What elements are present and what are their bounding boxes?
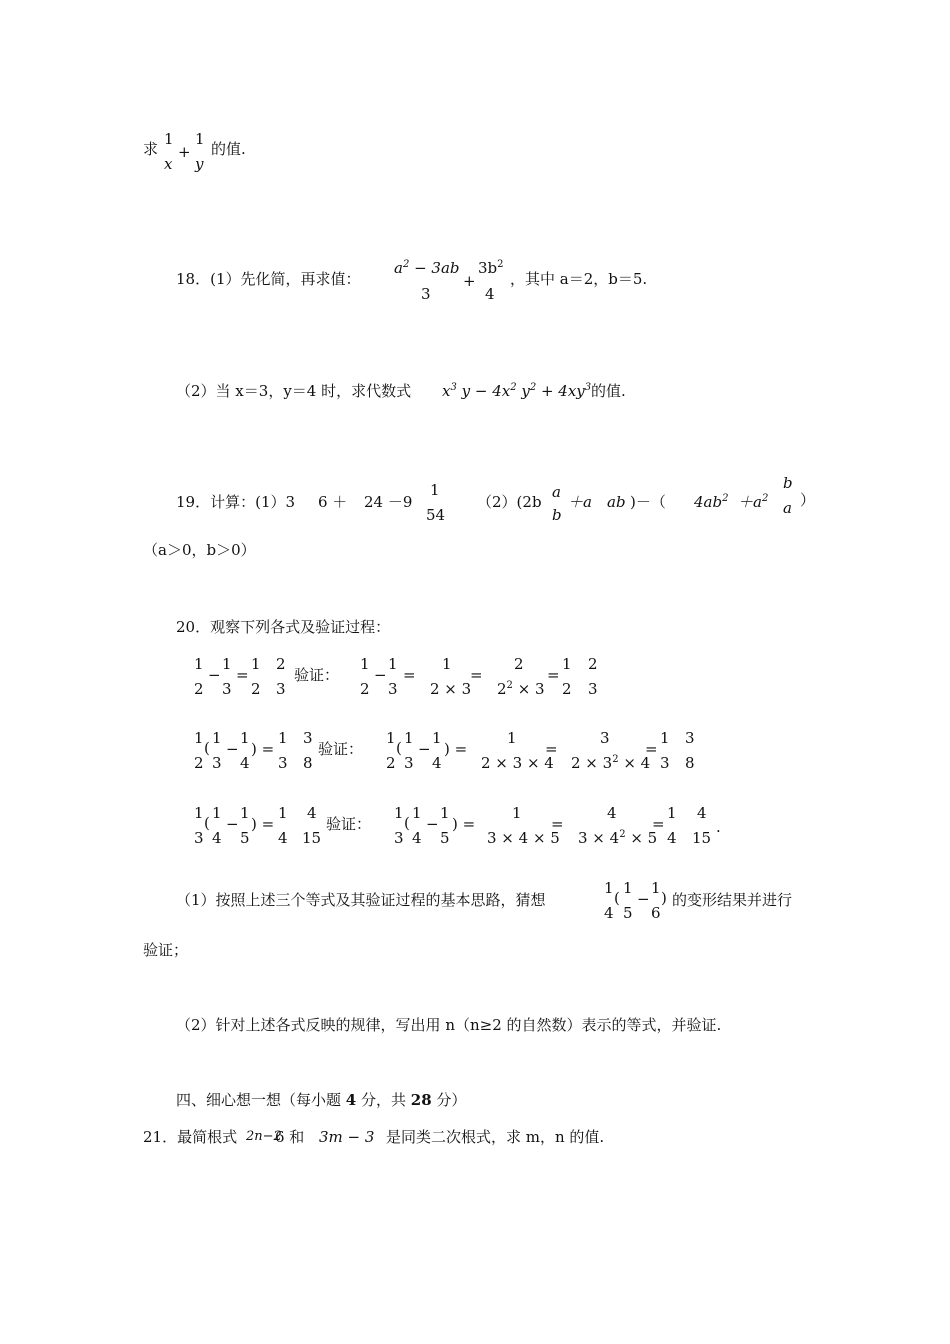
frac-denominator: 2 <box>194 680 204 698</box>
frac-denominator: 2 <box>360 680 370 698</box>
q18-part2-expr: $x^3$ $y - 4x^2$ $y^2 + 4xy^3$ <box>442 382 592 400</box>
q19-close: ） <box>800 491 816 509</box>
frac-denominator: 2 <box>251 680 261 698</box>
paren-close-eq: ) = <box>444 740 468 758</box>
frac-denominator: 2 <box>386 754 396 772</box>
q21-pre: 21．最简根式 <box>143 1128 238 1146</box>
paren-open: ( <box>396 739 402 757</box>
frac-numerator: 1 <box>651 879 661 897</box>
q18-condition: ，其中 a＝2，b＝5. <box>510 270 648 288</box>
frac-denominator: 4 <box>212 829 222 847</box>
q19-ab: ab <box>607 493 626 511</box>
q18-den1: 3 <box>421 285 431 303</box>
frac-denominator: 3 <box>194 829 204 847</box>
frac-denominator: $2 \times 3^2 \times 4$ <box>571 754 651 772</box>
minus-sign: − <box>426 815 439 833</box>
frac-numerator: 1 <box>604 879 614 897</box>
frac-denominator: 3 <box>276 680 286 698</box>
frac-numerator: 1 <box>412 804 422 822</box>
q19-term2: 24 －9 <box>364 493 413 511</box>
frac-denominator: 8 <box>685 754 695 772</box>
paren-open: ( <box>204 739 210 757</box>
equals-sign: = <box>470 666 483 684</box>
q18-part2-tail: 的值. <box>591 382 626 400</box>
frac-denominator: 3 <box>394 829 404 847</box>
frac-numerator: 1 <box>194 804 204 822</box>
frac-numerator: 1 <box>360 655 370 673</box>
paren-open: ( <box>404 814 410 832</box>
q21-exponent: 2n−2 <box>246 1129 282 1144</box>
section-4-header: 四、细心想一想（每小题 4 分，共 28 分） <box>176 1091 467 1109</box>
frac-denominator: 5 <box>240 829 250 847</box>
minus-sign: − <box>418 740 431 758</box>
q18-part1-label: 18．(1）先化简，再求值： <box>176 270 361 288</box>
frac-denominator: 3 × 4 × 5 <box>487 829 560 847</box>
frac-numerator: 1 <box>404 729 414 747</box>
frac-numerator: 1 <box>562 655 572 673</box>
equals-sign: = <box>545 740 558 758</box>
minus-sign: − <box>226 740 239 758</box>
period: . <box>716 818 721 836</box>
equals-sign: = <box>645 740 658 758</box>
frac-numerator: 1 <box>394 804 404 822</box>
frac-denominator: 2 × 3 × 4 <box>481 754 554 772</box>
frac-denominator: 4 <box>278 829 288 847</box>
equals-sign: = <box>547 666 560 684</box>
frac-numerator: 1 <box>164 130 174 148</box>
frac-denominator: 4 <box>604 904 614 922</box>
frac-denominator: 3 <box>388 680 398 698</box>
q21-term2: 3m − 3 <box>319 1128 375 1146</box>
q19-label: 19．计算：(1）3 <box>176 493 296 511</box>
q18-part2-pre: （2）当 x＝3，y＝4 时，求代数式 <box>176 382 412 400</box>
frac-numerator: 4 <box>307 804 317 822</box>
text-tail: 的值. <box>211 140 246 158</box>
frac-denominator: 4 <box>432 754 442 772</box>
frac-numerator: 1 <box>194 729 204 747</box>
q19-term4: $4ab^2$ <box>694 493 729 511</box>
q20-part1: （1）按照上述三个等式及其验证过程的基本思路，猜想 <box>176 891 546 909</box>
frac-numerator: 1 <box>212 729 222 747</box>
frac-numerator: 3 <box>685 729 695 747</box>
paren-close-eq: ) = <box>452 815 476 833</box>
paren-close-eq: ) = <box>251 815 275 833</box>
frac-denominator: 15 <box>302 829 322 847</box>
frac-denominator: 5 <box>440 829 450 847</box>
q18-num1: $a^2 - 3ab$ <box>394 259 460 277</box>
equals-sign: = <box>403 666 416 684</box>
q18-den2: 4 <box>485 285 495 303</box>
frac-numerator: 1 <box>507 729 517 747</box>
minus-sign: − <box>637 890 650 908</box>
equals-sign: = <box>236 666 249 684</box>
q19-term5: $+a^2$ <box>738 493 769 511</box>
frac-numerator: 1 <box>251 655 261 673</box>
frac-numerator: 1 <box>386 729 396 747</box>
verify-label: 验证： <box>318 740 364 758</box>
frac-numerator: 3 <box>600 729 610 747</box>
q19-part2-label: （2）(2b <box>477 493 542 511</box>
frac-denominator: 2 × 3 <box>430 680 472 698</box>
frac-numerator: 1 <box>388 655 398 673</box>
q19-close-minus: )－（ <box>630 493 666 511</box>
frac-denominator: y <box>195 155 204 173</box>
frac-denominator: 15 <box>692 829 712 847</box>
verify-label: 验证： <box>326 815 372 833</box>
q19-mid: ＋a <box>568 493 592 511</box>
paren-open: ( <box>614 889 620 907</box>
frac-denominator: 8 <box>303 754 313 772</box>
frac-numerator: 1 <box>660 729 670 747</box>
frac-denominator: 2 <box>562 680 572 698</box>
frac-numerator: 4 <box>607 804 617 822</box>
frac-denominator: a <box>783 499 792 517</box>
paren-close: ) <box>661 889 667 907</box>
q20-part1-tail: 的变形结果并进行 <box>672 891 793 909</box>
paren-open: ( <box>204 814 210 832</box>
frac-numerator: 1 <box>667 804 677 822</box>
frac-numerator: 1 <box>240 729 250 747</box>
frac-numerator: 2 <box>588 655 598 673</box>
frac-numerator: 1 <box>222 655 232 673</box>
q21-post: 是同类二次根式，求 m，n 的值. <box>386 1128 605 1146</box>
plus-sign: + <box>178 143 191 161</box>
frac-denominator: $2^2 \times 3$ <box>497 680 545 698</box>
frac-denominator: 6 <box>651 904 661 922</box>
frac-numerator: 1 <box>623 879 633 897</box>
frac-numerator: 2 <box>276 655 286 673</box>
q19-term1: 6 ＋ <box>318 493 348 511</box>
frac-denominator: 3 <box>212 754 222 772</box>
frac-numerator: 1 <box>194 655 204 673</box>
frac-denominator: 3 <box>588 680 598 698</box>
equals-sign: = <box>652 815 665 833</box>
plus-sign: + <box>463 272 476 290</box>
minus-sign: − <box>226 815 239 833</box>
q20-part1-wrap: 验证； <box>143 941 189 959</box>
frac-denominator: 3 <box>660 754 670 772</box>
frac-numerator: 1 <box>430 481 440 499</box>
frac-numerator: 1 <box>442 655 452 673</box>
q19-condition: （a＞0，b＞0） <box>143 541 256 559</box>
text-qiu: 求 <box>143 140 159 158</box>
frac-denominator: b <box>552 506 562 524</box>
frac-numerator: a <box>552 483 561 501</box>
q20-part2: （2）针对上述各式反映的规律，写出用 n（n≥2 的自然数）表示的等式，并验证. <box>176 1016 722 1034</box>
frac-numerator: 2 <box>514 655 524 673</box>
frac-denominator: 3 <box>278 754 288 772</box>
q20-title: 20．观察下列各式及验证过程： <box>176 618 391 636</box>
minus-sign: − <box>208 666 221 684</box>
verify-label: 验证： <box>294 666 340 684</box>
minus-sign: − <box>374 666 387 684</box>
frac-numerator: 4 <box>697 804 707 822</box>
frac-numerator: 1 <box>278 729 288 747</box>
frac-numerator: 1 <box>512 804 522 822</box>
frac-numerator: 1 <box>278 804 288 822</box>
frac-denominator: 4 <box>667 829 677 847</box>
frac-denominator: 3 <box>222 680 232 698</box>
frac-denominator: $3 \times 4^2 \times 5$ <box>578 829 658 847</box>
frac-numerator: 1 <box>240 804 250 822</box>
frac-numerator: 3 <box>303 729 313 747</box>
frac-denominator: 4 <box>240 754 250 772</box>
paren-close-eq: ) = <box>251 740 275 758</box>
frac-denominator: 4 <box>412 829 422 847</box>
frac-denominator: 54 <box>426 506 446 524</box>
frac-denominator: 3 <box>404 754 414 772</box>
frac-denominator: x <box>164 155 173 173</box>
frac-numerator: 1 <box>212 804 222 822</box>
equals-sign: = <box>551 815 564 833</box>
frac-numerator: b <box>783 474 793 492</box>
frac-denominator: 5 <box>623 904 633 922</box>
frac-denominator: 2 <box>194 754 204 772</box>
frac-numerator: 1 <box>432 729 442 747</box>
frac-numerator: 1 <box>195 130 205 148</box>
frac-numerator: 1 <box>440 804 450 822</box>
q18-num2: $3b^2$ <box>478 259 504 277</box>
q21-term1: 6 和 <box>275 1128 305 1146</box>
